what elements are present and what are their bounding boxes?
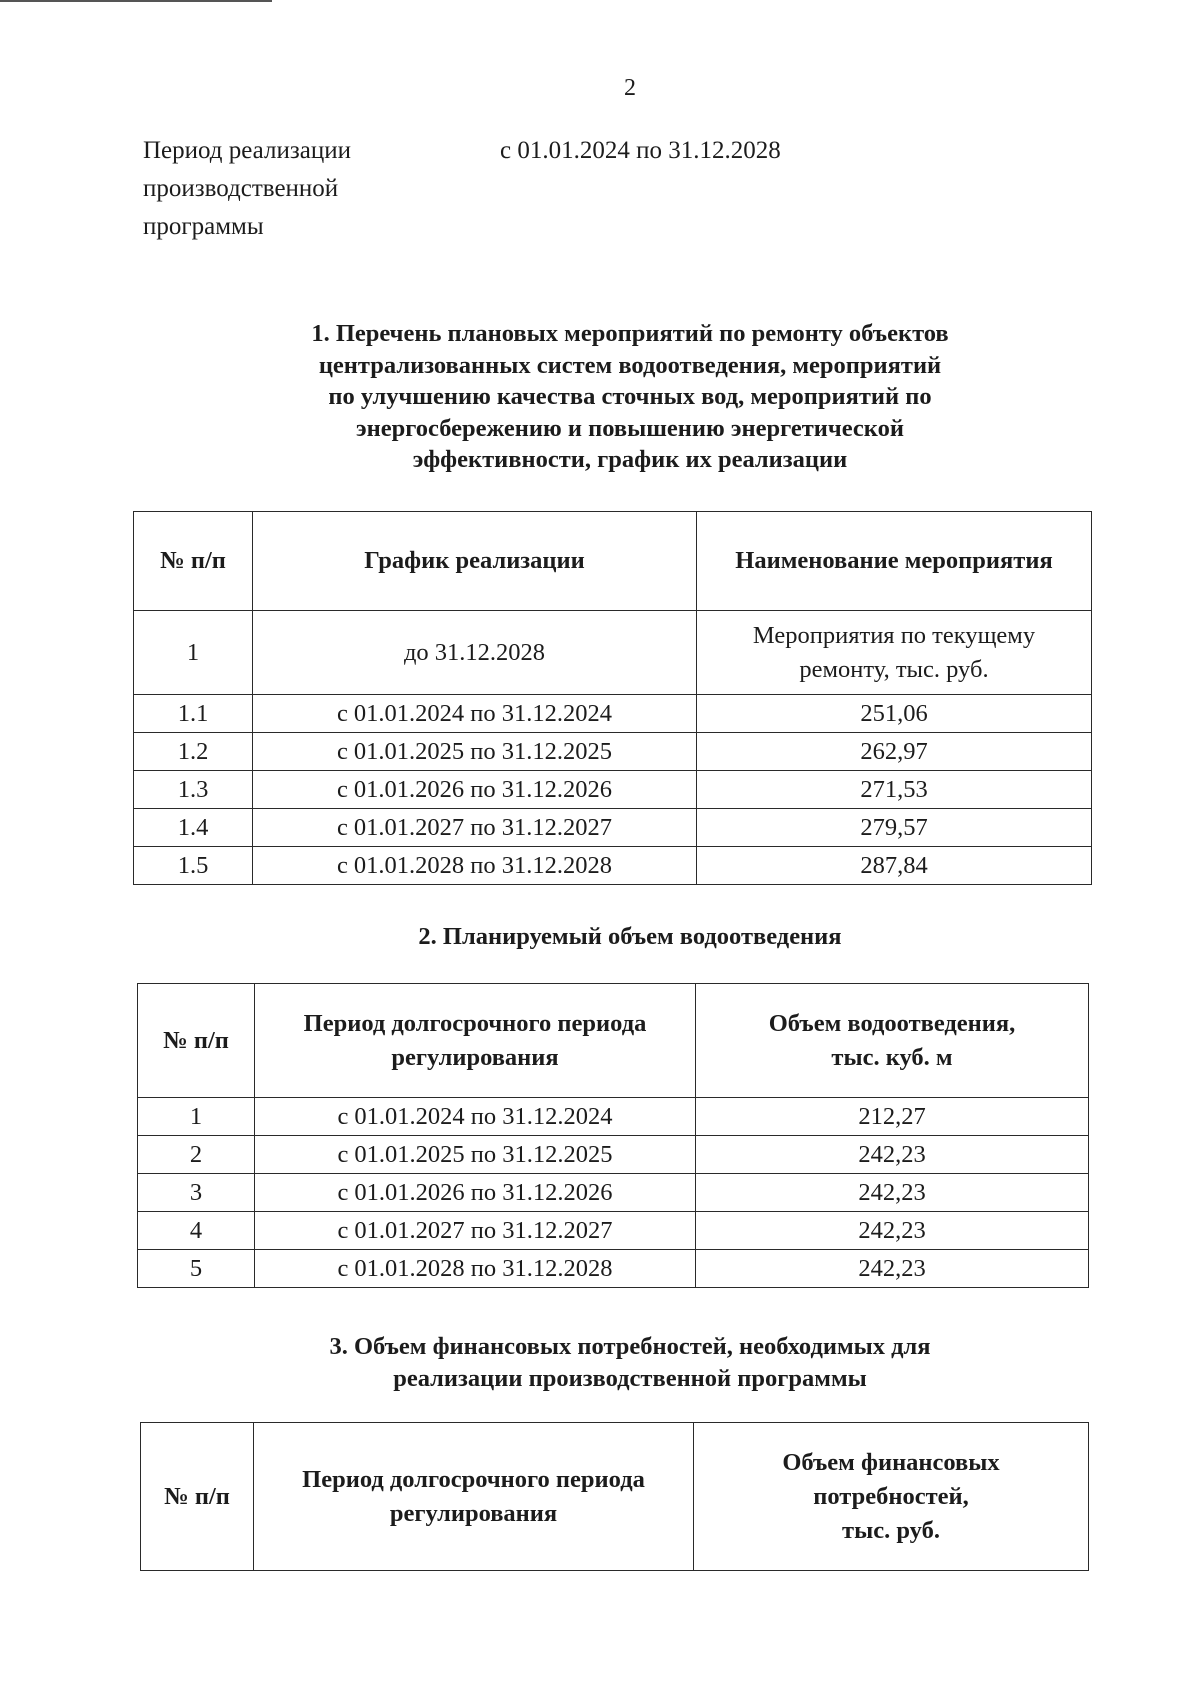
row-num: 5 [138, 1250, 255, 1288]
header-num: № п/п [141, 1423, 254, 1571]
header-period-line: Период долгосрочного периода [303, 1009, 647, 1037]
header-period [255, 984, 696, 1098]
section1-title-line: энергосбережению и повышению энергетической [356, 414, 904, 442]
row-period: с 01.01.2024 по 31.12.2024 [253, 695, 697, 733]
row-period: с 01.01.2028 по 31.12.2028 [253, 847, 697, 885]
table-row [138, 1212, 1089, 1250]
header-finance [694, 1423, 1089, 1571]
period-label [143, 132, 443, 246]
section1-title [0, 318, 1200, 476]
row-period: с 01.01.2028 по 31.12.2028 [255, 1250, 696, 1288]
table-row [138, 1250, 1089, 1288]
row-value: 242,23 [696, 1136, 1089, 1174]
period-label-line: программы [143, 213, 264, 240]
section2-title [0, 921, 1200, 953]
section1-title-line: 1. Перечень плановых мероприятий по ремонту объектов [311, 320, 949, 347]
scan-edge-mark [0, 0, 272, 2]
row-value: 242,23 [696, 1212, 1089, 1250]
header-schedule: График реализации [253, 512, 697, 611]
table-header-row [138, 984, 1089, 1098]
header-volume-line: тыс. куб. м [831, 1043, 953, 1071]
header-period [254, 1423, 694, 1571]
table-group-row [134, 611, 1092, 695]
row-value: 262,97 [697, 733, 1092, 771]
header-finance-line: Объем финансовых [782, 1448, 1000, 1476]
row-period: с 01.01.2026 по 31.12.2026 [253, 771, 697, 809]
row-value: 251,06 [697, 695, 1092, 733]
wastewater-volume-table [137, 983, 1089, 1288]
section3-title-line: 3. Объем финансовых потребностей, необходимых для [329, 1333, 931, 1360]
row-value: 242,23 [696, 1174, 1089, 1212]
table-header-row [141, 1423, 1089, 1571]
header-period-line: Период долгосрочного периода [302, 1465, 645, 1493]
row-num: 1 [138, 1098, 255, 1136]
section2-title-line: 2. Планируемый объем водоотведения [418, 923, 842, 950]
repair-plan-table [133, 511, 1092, 885]
header-volume [696, 984, 1089, 1098]
section3-title [0, 1331, 1200, 1394]
table-row [138, 1174, 1089, 1212]
row-value: 242,23 [696, 1250, 1089, 1288]
table-row [134, 733, 1092, 771]
table-row [134, 847, 1092, 885]
row-value: 279,57 [697, 809, 1092, 847]
row-period: с 01.01.2027 по 31.12.2027 [253, 809, 697, 847]
row-value: 212,27 [696, 1098, 1089, 1136]
period-label-line: производственной [143, 175, 339, 202]
header-finance-line: тыс. руб. [842, 1516, 940, 1544]
period-value: с 01.01.2024 по 31.12.2028 [500, 137, 781, 164]
table-header-row [134, 512, 1092, 611]
table-row [138, 1136, 1089, 1174]
row-period: с 01.01.2025 по 31.12.2025 [255, 1136, 696, 1174]
header-num: № п/п [134, 512, 253, 611]
group-measure-name-line: ремонту, тыс. руб. [799, 655, 989, 683]
header-finance-line: потребностей, [813, 1482, 969, 1510]
row-num: 2 [138, 1136, 255, 1174]
group-measure-name-line: Мероприятия по текущему [752, 621, 1036, 649]
group-measure-name [697, 611, 1092, 695]
period-label-line: Период реализации [143, 137, 351, 164]
row-num: 1.2 [134, 733, 253, 771]
group-schedule: до 31.12.2028 [253, 611, 697, 695]
page-number: 2 [624, 75, 636, 101]
row-num: 1.4 [134, 809, 253, 847]
row-num: 3 [138, 1174, 255, 1212]
section1-title-line: эффективности, график их реализации [412, 446, 848, 473]
row-value: 271,53 [697, 771, 1092, 809]
header-period-line: регулирования [389, 1499, 558, 1527]
row-period: с 01.01.2024 по 31.12.2024 [255, 1098, 696, 1136]
table-row [134, 695, 1092, 733]
section1-title-line: по улучшению качества сточных вод, мероприятий по [328, 383, 932, 410]
group-num: 1 [134, 611, 253, 695]
row-num: 1.1 [134, 695, 253, 733]
section3-title-line: реализации производственной программы [393, 1364, 867, 1392]
row-num: 1.3 [134, 771, 253, 809]
row-num: 1.5 [134, 847, 253, 885]
row-value: 287,84 [697, 847, 1092, 885]
row-num: 4 [138, 1212, 255, 1250]
section1-title-line: централизованных систем водоотведения, мероприятий [318, 351, 942, 379]
row-period: с 01.01.2025 по 31.12.2025 [253, 733, 697, 771]
row-period: с 01.01.2027 по 31.12.2027 [255, 1212, 696, 1250]
table-row [138, 1098, 1089, 1136]
financial-needs-table [140, 1422, 1089, 1571]
header-measure-name: Наименование мероприятия [697, 512, 1092, 611]
table-row [134, 809, 1092, 847]
row-period: с 01.01.2026 по 31.12.2026 [255, 1174, 696, 1212]
header-num: № п/п [138, 984, 255, 1098]
header-period-line: регулирования [391, 1043, 559, 1071]
table-row [134, 771, 1092, 809]
header-volume-line: Объем водоотведения, [768, 1009, 1016, 1037]
